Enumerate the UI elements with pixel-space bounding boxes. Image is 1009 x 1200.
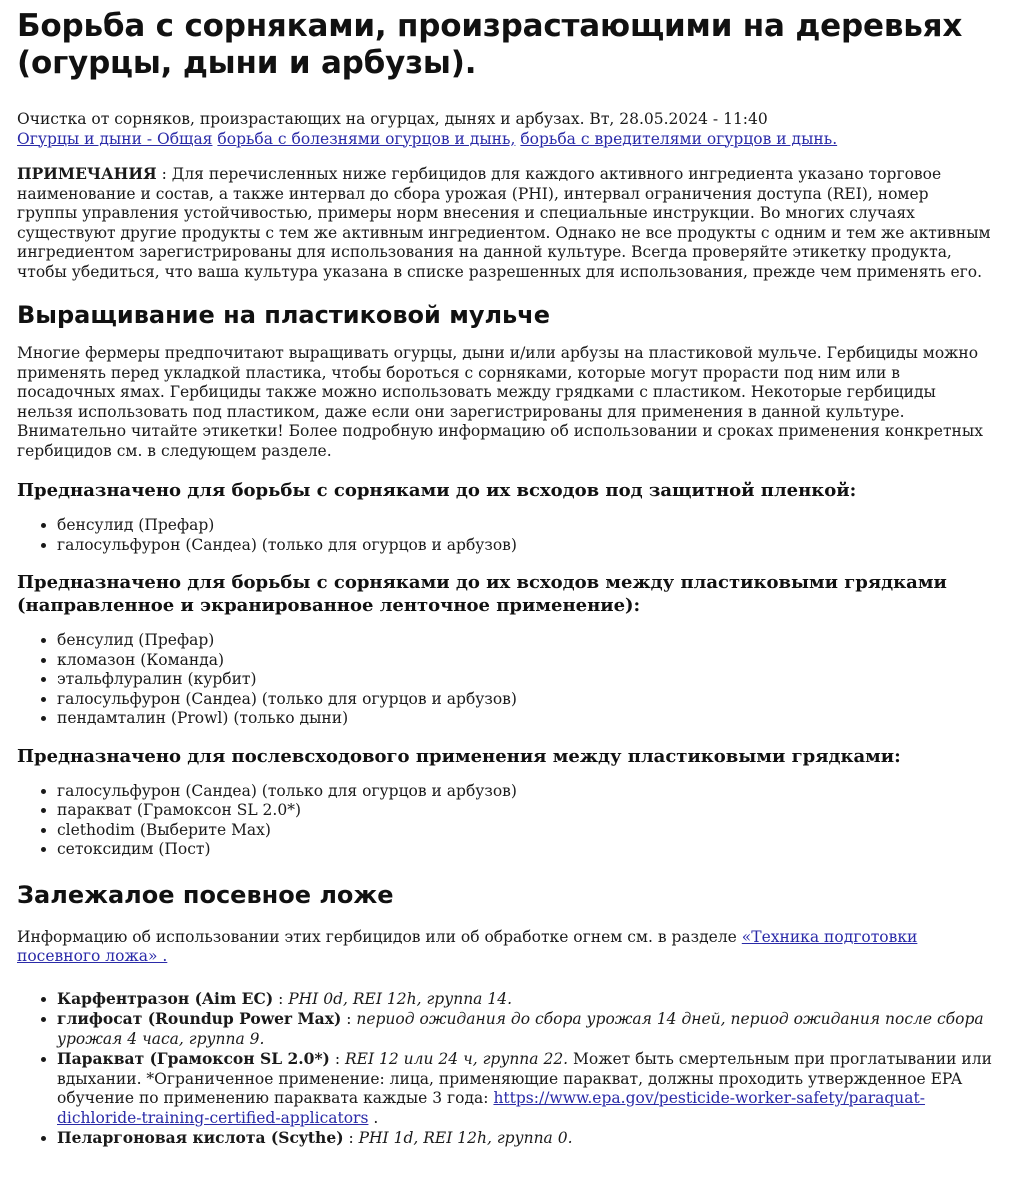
list-preemergence-under-film [17,516,992,555]
list-postemergence-between-beds [17,782,992,860]
subsection-heading-preemergence-under-film: Предназначено для борьбы с сорняками до их всходов под защитной пленкой: [17,480,857,501]
section-heading-stale-seedbed: Залежалое посевное ложе [17,880,394,909]
article-meta [17,110,992,149]
plastic-mulch-text: Многие фермеры предпочитают выращивать огурцы, дыни и/или арбузы на пластиковой мульче. Гербициды можно применять перед укладкой пластика, чтобы бороться с сорняками, которые могут прорасти под ним или в посадочных ямах. Гербициды также можно использовать между грядками с пластиком. Некоторые гербициды нельзя использовать под пластиком, даже если они зарегистрированы для применения в данной культуре. Внимательно читайте этикетки! Более подробную информацию об использовании и сроках применения конкретных гербицидов см. в следующем разделе. [17,344,983,460]
list-stale-seedbed-herbicides [17,989,992,1149]
subsection-heading-postemergence-between-beds: Предназначено для послевсходового применения между пластиковыми грядками: [17,745,901,767]
herbicide-detail: период ожидания до сбора урожая 14 дней, период ожидания после сбора урожая 4 часа, группа 9. [57,1010,984,1048]
list-item: • галосульфурон (Сандеа) (только для огурцов и арбузов) [57,690,992,710]
list-item: • бенсулид (Префар) [57,631,992,651]
herbicide-name: глифосат (Roundup Power Max) [57,1009,342,1028]
list-item: • паракват (Грамоксон SL 2.0*) [57,801,992,821]
epa-training-link[interactable]: https://www.epa.gov/pesticide-worker-safety/paraquat-dichloride-training-certified-applicators [57,1089,925,1127]
stale-seedbed-intro-text: Информацию об использовании этих гербицидов или об обработке огнем см. в разделе [17,927,742,946]
list-item: • Пеларгоновая кислота (Scythe) : PHI 1d, REI 12h, группа 0. [57,1128,992,1149]
herbicide-warning: Может быть смертельным при проглатывании или вдыхании. *Ограниченное применение: лица, применяющие паракват, должны проходить утвержденное EPA обучение по применению параквата каждые 3 года: [57,1050,992,1107]
seedbed-technique-link[interactable]: «Техника подготовки посевного ложа» . [17,927,918,965]
list-item: • бенсулид (Префар) [57,516,992,536]
list-item: • глифосат (Roundup Power Max) : период ожидания до сбора урожая 14 дней, период ожидания после сбора урожая 4 часа, группа 9. [57,1009,992,1049]
herbicide-detail: PHI 0d, REI 12h, группа 14. [288,989,512,1008]
list-item: • сетоксидим (Пост) [57,840,992,860]
herbicide-name: Карфентразон (Aim EC) [57,988,274,1008]
list-item: • clethodim (Выберите Max) [57,821,992,841]
herbicide-detail: PHI 1d, REI 12h, группа 0. [358,1129,573,1147]
subsection-heading-preemergence-between-beds: Предназначено для борьбы с сорняками до их всходов между пластиковыми грядками (направленное и экранированное ленточное применение): [17,572,947,616]
stale-seedbed-intro [17,928,992,967]
page-title: Борьба с сорняками, произрастающими на деревьях (огурцы, дыни и арбузы). [17,8,963,81]
list-item: • этальфлуралин (курбит) [57,670,992,690]
list-item: • галосульфурон (Сандеа) (только для огурцов и арбузов) [57,782,992,802]
list-item: • Паракват (Грамоксон SL 2.0*) : REI 12 или 24 ч, группа 22. Может быть смертельным при проглатывании или вдыхании. *Ограниченное применение: лица, применяющие паракват, должны проходить утвержденное EPA обучение по применению параквата каждые 3 года: https://www.epa.gov/pesticide-worker-safety/paraquat-dichloride-training-certified-applicators . [57,1049,992,1128]
article-summary: Очистка от сорняков, произрастающих на огурцах, дынях и арбузах. Вт, 28.05.2024 - 11:40 [17,110,768,128]
notes-text: : Для перечисленных ниже гербицидов для каждого активного ингредиента указано торговое наименование и состав, а также интервал до сбора урожая (PHI), интервал ограничения доступа (REI), номер группы управления устойчивостью, примеры норм внесения и специальные инструкции. Во многих случаях существуют другие продукты с тем же активным ингредиентом. Однако не все продукты с одним и тем же активным ингредиентом зарегистрированы для использования на данной культуре. Всегда проверяйте этикетку продукта, чтобы убедиться, что ваша культура указана в списке разрешенных для использования, прежде чем применять его. [17,165,991,281]
herbicide-detail: REI 12 или 24 ч, группа 22. [344,1050,569,1068]
tag-link-pests[interactable]: борьба с вредителями огурцов и дынь. [520,129,838,148]
tag-link-diseases[interactable]: борьба с болезнями огурцов и дынь, [217,129,516,148]
list-item: • галосульфурон (Сандеа) (только для огурцов и арбузов) [57,536,992,556]
tag-link-cucumbers-melons[interactable]: Огурцы и дыни - Общая [17,129,213,148]
list-item: • пендамталин (Prowl) (только дыни) [57,709,992,729]
tag-links [17,130,992,150]
herbicide-name: Пеларгоновая кислота (Scythe) [57,1128,344,1147]
list-item: • кломазон (Команда) [57,651,992,671]
notes-label: ПРИМЕЧАНИЯ [17,164,157,183]
notes-paragraph [17,164,992,282]
section-heading-plastic-mulch: Выращивание на пластиковой мульче [17,301,550,329]
herbicide-name: Паракват (Грамоксон SL 2.0*) [57,1049,330,1068]
list-preemergence-between-beds [17,631,992,729]
list-item: • Карфентразон (Aim EC) : PHI 0d, REI 12h, группа 14. [57,989,992,1010]
